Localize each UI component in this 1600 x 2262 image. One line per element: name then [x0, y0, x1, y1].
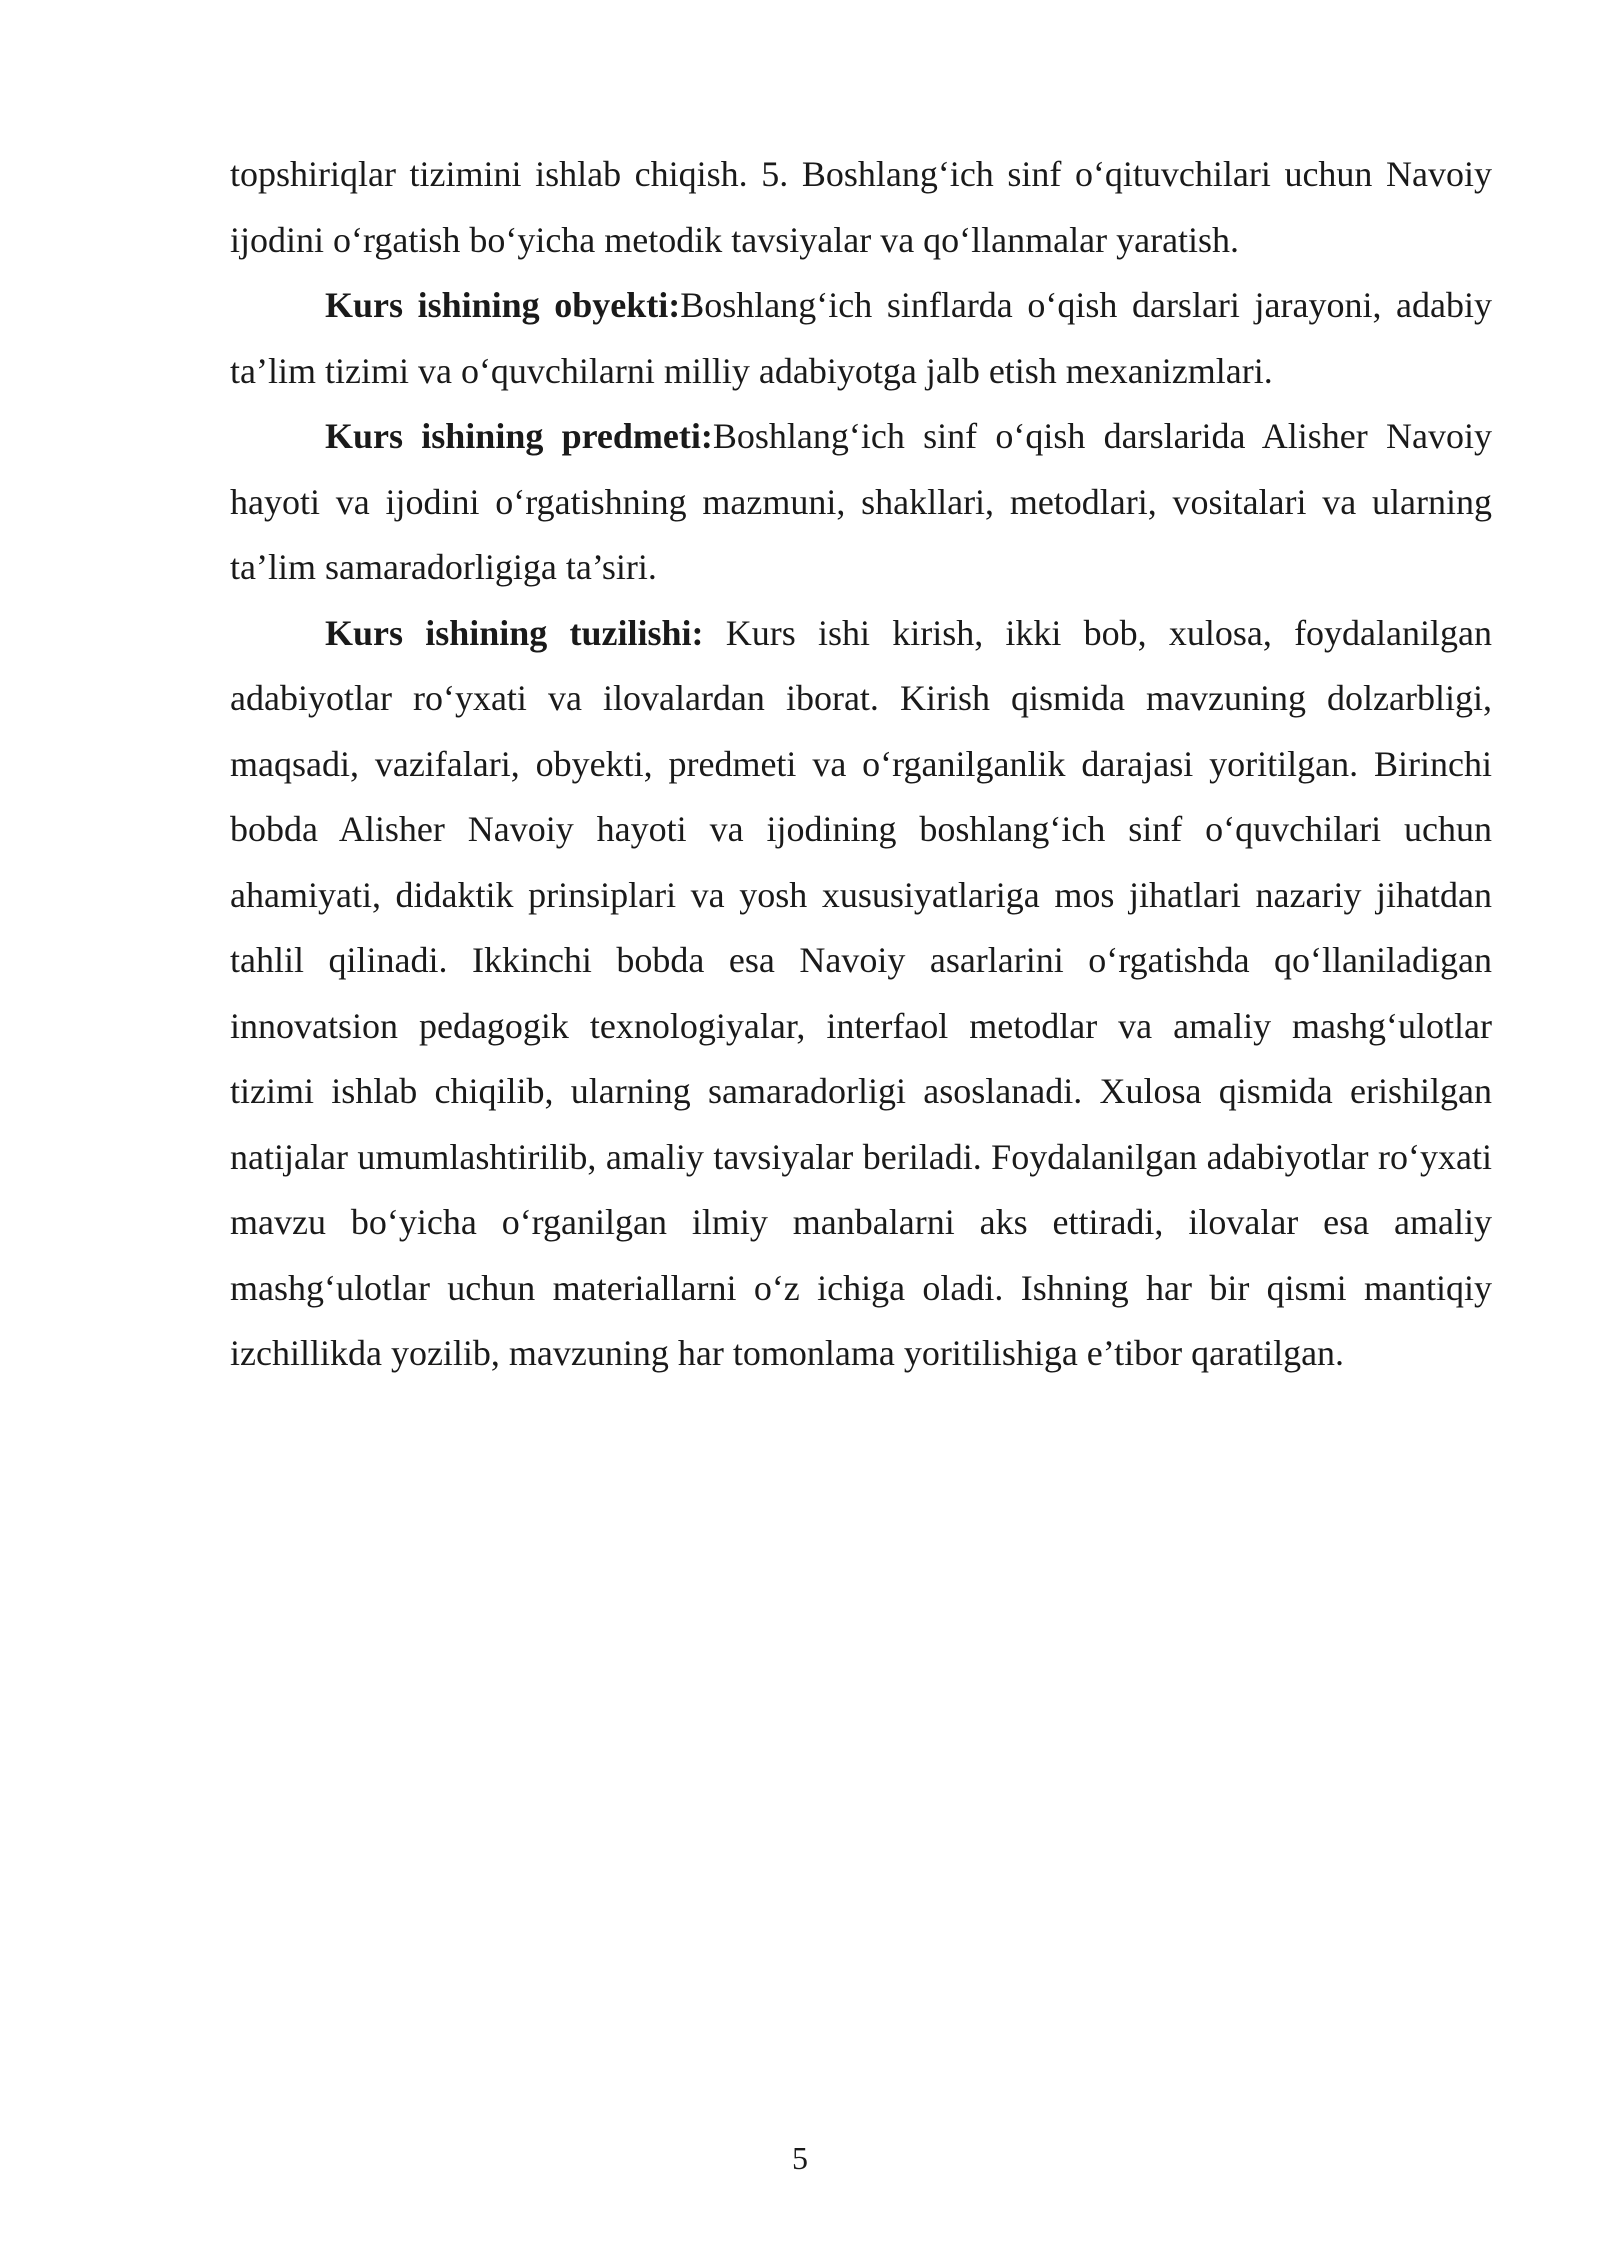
page-number: 5	[792, 2140, 808, 2176]
paragraph-text: Boshlang‘ich sinf o‘qish darslarida Alisher Navoiy hayoti va ijodini o‘rgatishning mazmuni, shakllari, metodlari, vositalari va ularning ta’lim samaradorligiga ta’siri.	[230, 416, 1492, 587]
paragraph-subject	[230, 404, 1492, 601]
paragraph-structure	[230, 601, 1492, 1387]
paragraph-continuation	[230, 142, 1492, 273]
paragraph-text: Kurs ishi kirish, ikki bob, xulosa, foydalanilgan adabiyotlar ro‘yxati va ilovalardan iborat. Kirish qismida mavzuning dolzarbligi, maqsadi, vazifalari, obyekti, predmeti va o‘rganilganlik darajasi yoritilgan. Birinchi bobda Alisher Navoiy hayoti va ijodining boshlang‘ich sinf o‘quvchilari uchun ahamiyati, didaktik prinsiplari va yosh xususiyatlariga mos jihatlari nazariy jihatdan tahlil qilinadi. Ikkinchi bobda esa Navoiy asarlarini o‘rgatishda qo‘llaniladigan innovatsion pedagogik texnologiyalar, interfaol metodlar va amaliy mashg‘ulotlar tizimi ishlab chiqilib, ularning samaradorligi asoslanadi. Xulosa qismida erishilgan natijalar umumlashtirilib, amaliy tavsiyalar beriladi. Foydalanilgan adabiyotlar ro‘yxati mavzu bo‘yicha o‘rganilgan ilmiy manbalarni aks ettiradi, ilovalar esa amaliy mashg‘ulotlar uchun materiallarni o‘z ichiga oladi. Ishning har bir qismi mantiqiy izchillikda yozilib, mavzuning har tomonlama yoritilishiga e’tibor qaratilgan.	[230, 612, 1493, 1373]
paragraph-object	[230, 273, 1492, 404]
paragraph-text: topshiriqlar tizimini ishlab chiqish. 5. Boshlang‘ich sinf o‘qituvchilari uchun Navoiy ijodini o‘rgatish bo‘yicha metodik tavsiyalar va qo‘llanmalar yaratish.	[230, 154, 1492, 260]
paragraph-lead: Kurs ishining tuzilishi:	[325, 612, 704, 653]
document-body	[230, 142, 1492, 1387]
paragraph-text: Boshlang‘ich sinflarda o‘qish darslari jarayoni, adabiy ta’lim tizimi va o‘quvchilarni milliy adabiyotga jalb etish mexanizmlari.	[230, 285, 1493, 391]
paragraph-lead: Kurs ishining obyekti:	[325, 285, 681, 325]
paragraph-lead: Kurs ishining predmeti:	[325, 416, 713, 456]
